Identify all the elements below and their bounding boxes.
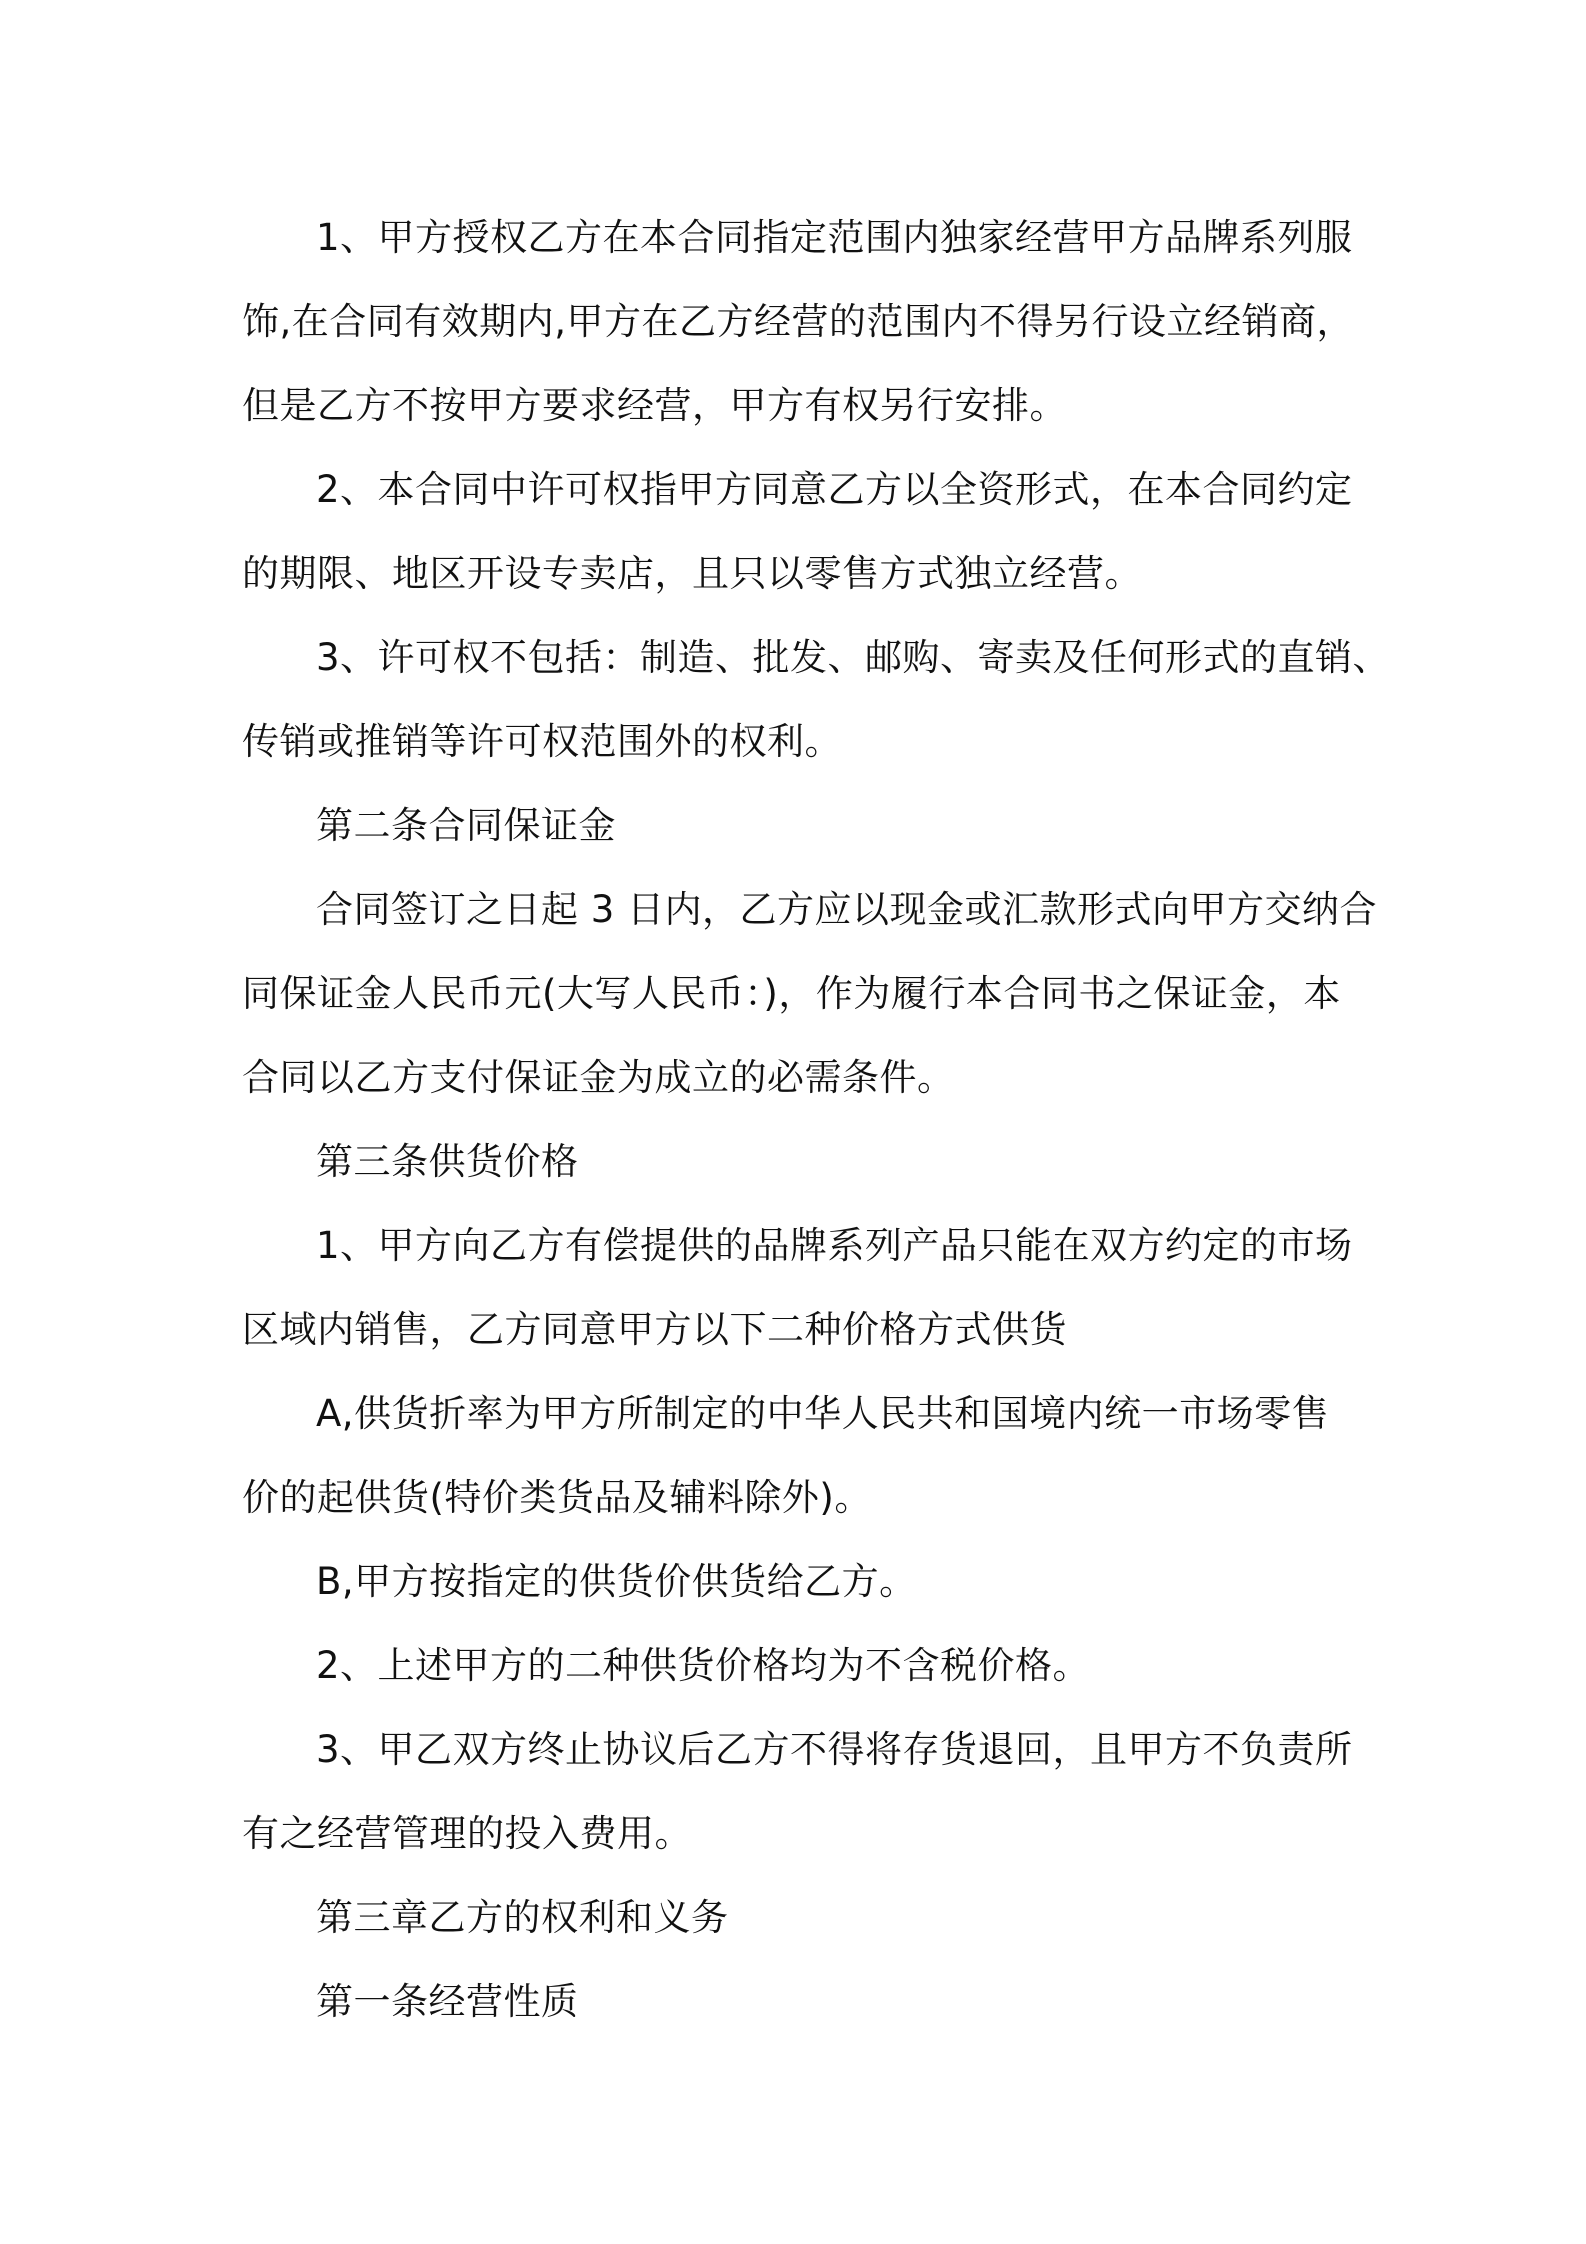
paragraph [242, 1708, 1362, 1876]
paragraph [242, 1540, 1362, 1624]
paragraph [242, 1876, 1362, 1960]
text-line: 价的起供货(特价类货品及辅料除外)。 [242, 1476, 872, 1519]
text-line: 合同签订之日起 3 日内，乙方应以现金或汇款形式向甲方交纳合 [316, 888, 1378, 931]
text-line: B,甲方按指定的供货价供货给乙方。 [316, 1560, 917, 1603]
text-line: 第一条经营性质 [316, 1980, 579, 2023]
text-line: 区域内销售，乙方同意甲方以下二种价格方式供货 [242, 1308, 1067, 1351]
text-line: 3、甲乙双方终止协议后乙方不得将存货退回，且甲方不负责所 [316, 1728, 1353, 1771]
text-line: 1、甲方向乙方有偿提供的品牌系列产品只能在双方约定的市场 [316, 1224, 1353, 1267]
text-line: 第三条供货价格 [316, 1140, 579, 1183]
paragraph [242, 784, 1362, 868]
text-line: 同保证金人民币元(大写人民币：)，作为履行本合同书之保证金，本 [242, 972, 1341, 1015]
text-line: 第二条合同保证金 [316, 804, 616, 847]
paragraph [242, 196, 1362, 448]
text-line: 传销或推销等许可权范围外的权利。 [242, 720, 842, 763]
paragraph [242, 1120, 1362, 1204]
paragraph [242, 1372, 1362, 1540]
paragraph [242, 1960, 1362, 2044]
text-line: 有之经营管理的投入费用。 [242, 1812, 692, 1855]
text-line: 1、甲方授权乙方在本合同指定范围内独家经营甲方品牌系列服 [316, 216, 1353, 259]
text-line: 饰,在合同有效期内,甲方在乙方经营的范围内不得另行设立经销商， [242, 300, 1355, 343]
paragraph [242, 1624, 1362, 1708]
text-line: A,供货折率为甲方所制定的中华人民共和国境内统一市场零售 [316, 1392, 1330, 1435]
paragraph [242, 448, 1362, 616]
text-line: 2、本合同中许可权指甲方同意乙方以全资形式，在本合同约定 [316, 468, 1353, 511]
document-body [242, 196, 1391, 2044]
text-line: 2、上述甲方的二种供货价格均为不含税价格。 [316, 1644, 1091, 1687]
paragraph [242, 616, 1391, 784]
text-line: 合同以乙方支付保证金为成立的必需条件。 [242, 1056, 955, 1099]
text-line: 的期限、地区开设专卖店，且只以零售方式独立经营。 [242, 552, 1142, 595]
text-line: 第三章乙方的权利和义务 [316, 1896, 729, 1939]
text-line: 3、许可权不包括：制造、批发、邮购、寄卖及任何形式的直销、 [316, 636, 1391, 679]
text-line: 但是乙方不按甲方要求经营，甲方有权另行安排。 [242, 384, 1067, 427]
paragraph [242, 868, 1378, 1120]
paragraph [242, 1204, 1362, 1372]
